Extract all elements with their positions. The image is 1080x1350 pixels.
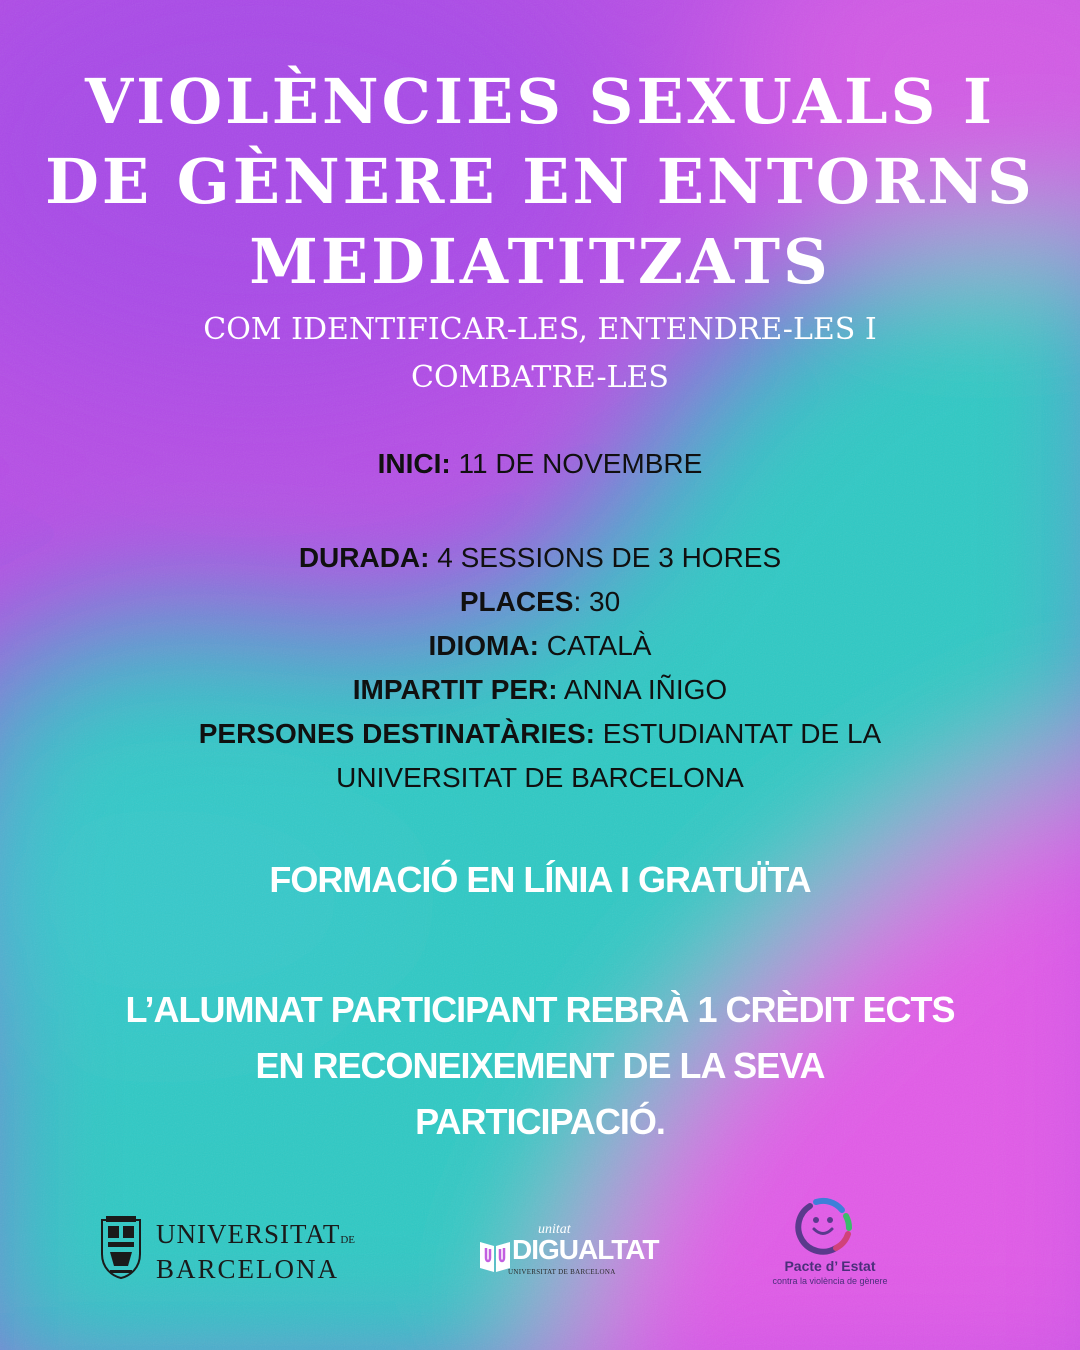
pacte-name: Pacte d’ Estat [784, 1258, 876, 1274]
audience-value: ESTUDIANTAT DE LA [594, 718, 882, 749]
instructor-value: ANNA IÑIGO [557, 674, 728, 705]
audience-row-2: UNIVERSITAT DE BARCELONA [336, 762, 744, 793]
places-row [0, 580, 1080, 624]
ub-line1-suffix: DE [340, 1234, 355, 1246]
unitat-igualtat-logo [478, 1222, 659, 1282]
poster-subtitle [0, 306, 1080, 402]
audience-row [0, 712, 1080, 756]
language-value: CATALÀ [538, 630, 652, 661]
igualtat-unitat: unitat [538, 1222, 571, 1237]
subtitle-line: COMBATRE-LES [411, 360, 669, 395]
pacte-estat-logo [760, 1196, 890, 1292]
smile-circle-icon [790, 1196, 860, 1256]
universitat-barcelona-logo [98, 1212, 358, 1282]
book-u-icon [478, 1234, 512, 1274]
igualtat-sub: UNIVERSITAT DE BARCELONA [508, 1268, 616, 1276]
ub-line1: UNIVERSITAT [156, 1219, 341, 1249]
start-date-label: INICI: [377, 448, 451, 479]
subtitle-line: COM IDENTIFICAR-LES, ENTENDRE-LES I [203, 312, 877, 347]
start-date-value: 11 DE NOVEMBRE [450, 448, 703, 479]
places-label: PLACES [459, 586, 574, 617]
title-line: VIOLÈNCIES SEXUALS I [85, 65, 995, 138]
language-label: IDIOMA: [428, 630, 539, 661]
credits-line: EN RECONEIXEMENT DE LA SEVA [255, 1045, 825, 1086]
instructor-label: IMPARTIT PER: [352, 674, 558, 705]
credits-line: PARTICIPACIÓ. [415, 1101, 665, 1142]
course-details [0, 536, 1080, 800]
audience-label: PERSONES DESTINATÀRIES: [198, 718, 595, 749]
title-line: MEDIATITZATS [249, 225, 831, 298]
igualtat-main: DIGUALTAT [512, 1234, 659, 1265]
instructor-row [0, 668, 1080, 712]
credits-line: L’ALUMNAT PARTICIPANT REBRÀ 1 CRÈDIT ECTS [125, 989, 955, 1030]
duration-label: DURADA: [298, 542, 430, 573]
ub-wordmark [156, 1220, 355, 1284]
duration-row [0, 536, 1080, 580]
ub-line2: BARCELONA [156, 1254, 340, 1284]
duration-value: 4 SESSIONS DE 3 HORES [429, 542, 782, 573]
university-seal-icon [98, 1214, 144, 1280]
title-line: DE GÈNERE EN ENTORNS [45, 145, 1035, 218]
credits-notice [0, 982, 1080, 1150]
online-free-notice: FORMACIÓ EN LÍNIA I GRATUÏTA [269, 859, 811, 900]
start-date [0, 442, 1080, 486]
pacte-sub: contra la violència de gènere [772, 1276, 888, 1286]
poster-title [0, 62, 1080, 302]
language-row [0, 624, 1080, 668]
places-value: : 30 [573, 586, 621, 617]
